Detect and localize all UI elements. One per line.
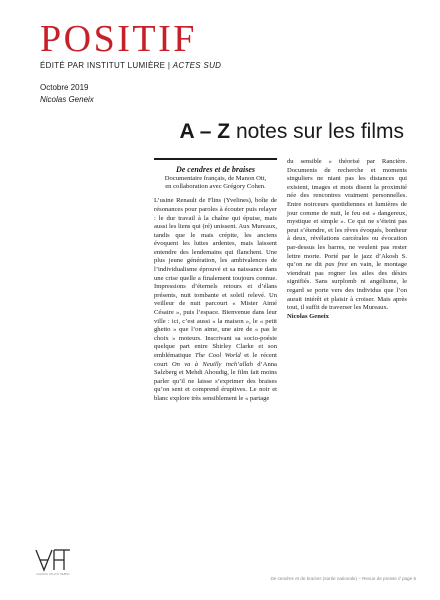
body-text: d’Anna Salzberg et Mehdi Ahoudig, le film fait moins parler qu’il ne laisse s’exprimer des braises qu’on sent et comprend éruptives. Le noir et blanc explore très sensiblement le « partage	[154, 360, 277, 402]
publisher-name: ACTES SUD	[172, 61, 222, 70]
logo-caption: AGENCE VALOIS HEBDO	[36, 573, 70, 576]
issue-author: Nicolas Geneix	[40, 95, 94, 104]
issue-date: Octobre 2019	[40, 83, 89, 92]
magazine-subtitle	[40, 61, 221, 70]
cited-film-title: The Cool World	[194, 352, 241, 359]
article-rule	[154, 158, 277, 160]
article-body-left	[154, 197, 277, 403]
section-title-az: A – Z	[179, 120, 231, 143]
article-signature: Nicolas Geneix	[287, 312, 329, 320]
footer-page-info: (sortie nationale) – Revue de presse // page 6	[321, 576, 416, 581]
publisher-prefix: ÉDITÉ PAR INSTITUT LUMIÈRE |	[40, 61, 173, 70]
avh-logo-icon	[34, 548, 72, 576]
body-text: en vain, le montage viendrait pas rogner les ailes des désirs signifiés. Sans surplomb ni angélisme, le regard se porte vers des individus que l’on aurait intérêt et plaisir à croiser. Mais après tout, il suffit de traverser les Mureaux.	[287, 261, 407, 312]
body-text: du sensible » théorisé par Rancière. Documents de recherche et moments singuliers ne niant pas les distances qui existent, images et mots disent la proximité née des rencontres vraiment personnelles. Entre noirceurs quotidiennes et lumières de jour comme de nuit, le feu est « dangereux, mystique et simple ». Ce qui ne s’éteint pas peut s’étendre, et les rêves évoqués, bonheur à deux, révélations carcérales ou évocation par-dessus les barres, ne veulent pas rester lettre morte. Porté par le jazz d’Akosh S. qu’on ne dit	[287, 158, 407, 269]
body-text: et le récent court	[154, 352, 277, 368]
film-title: De cendres et de braises	[175, 164, 256, 174]
film-info	[154, 175, 277, 192]
cited-film-title: On va à Neuilly inch’allah	[171, 360, 253, 368]
avh-logo-mark	[34, 548, 72, 572]
section-title	[180, 120, 404, 144]
article-column-left	[154, 158, 277, 404]
article-column-right	[287, 158, 407, 321]
issue-meta	[40, 82, 94, 106]
article-body-right	[287, 158, 407, 313]
masthead	[40, 20, 221, 70]
footer-film-title: De cendres et de braises	[270, 576, 322, 581]
body-text: L’usine Renault de Flins (Yvelines), boîte de résonances pour paroles à écouter puis relayer : le dur travail à la chaîne qui épuise, mais aussi les liens qui (ré) unissent. Aux Mureaux, tandis que le mais crépite, les anciens évoquent les luttes ardentes, mais laissent entendre des lendemains qui flanchent. Une plus jeune génération, les ambivalences de l’individualisme éprouvé et sa naissance dans une crise quelle a finalement toujours connue. Impressions d’éternels retours et d’élans présents, nuit tombante et soleil relevé. Un veilleur de nuit parcourt « Mister Aimé Césaire », puis l’espace. Bienvenue dans leur ville : ici, c’est aussi « la maison », le « petit ghetto » que l’on aime, une aire de « pas le choix » moteurs. Inscrivant sa socio-poésie quelque part entre Shirley Clarke et son emblématique	[154, 197, 277, 359]
section-title-rest: notes sur les films	[230, 120, 404, 143]
magazine-title: POSITIF	[40, 18, 197, 60]
italic-phrase: pas free	[325, 261, 348, 269]
film-info-line-2: en collaboration avec Grégory Cohen.	[165, 182, 266, 190]
film-info-line-1: Documentaire français, de Manon Ott,	[164, 174, 267, 182]
page-footer	[270, 576, 416, 581]
